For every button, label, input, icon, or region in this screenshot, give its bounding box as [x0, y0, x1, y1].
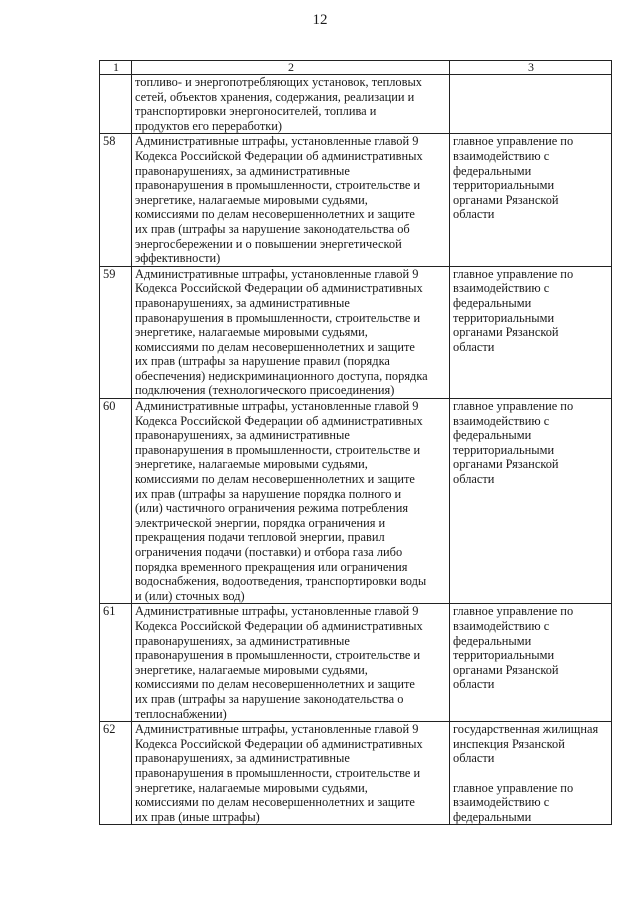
description-line: водоснабжения, водоотведения, транспортировки воды [135, 574, 427, 589]
fines-table [99, 60, 612, 825]
description-line: правонарушениях, за административные [135, 428, 350, 443]
row-agency [450, 722, 612, 825]
agency-line: главное управление по [453, 780, 574, 795]
description-line: правонарушениях, за административные [135, 751, 350, 766]
row-description [132, 604, 450, 722]
table-row [100, 604, 612, 722]
description-line: комиссиями по делам несовершеннолетних и защите [135, 795, 415, 810]
agency-line: взаимодействию с [453, 618, 550, 633]
description-line: Кодекса Российской Федерации об административных [135, 618, 423, 633]
agency-line: федеральными [453, 809, 532, 824]
row-number: 60 [100, 399, 132, 604]
description-line: и (или) сточных вод) [135, 588, 245, 603]
agency-line: области [453, 207, 495, 222]
description-line: их прав (штрафы за нарушение законодательства о [135, 691, 404, 706]
description-line: сетей, объектов хранения, содержания, реализации и [135, 89, 415, 104]
agency-line: главное управление по [453, 266, 574, 281]
agency-line: территориальными [453, 648, 555, 663]
row-description [132, 266, 450, 398]
agency-line: органами Рязанской [453, 457, 559, 472]
description-line: Административные штрафы, установленные главой 9 [135, 722, 419, 737]
description-line: правонарушения в промышленности, строительстве и [135, 442, 421, 457]
description-line: энергетике, налагаемые мировыми судьями, [135, 192, 368, 207]
agency-line: органами Рязанской [453, 325, 559, 340]
agency-line: области [453, 472, 495, 487]
description-line: энергетике, налагаемые мировыми судьями, [135, 662, 368, 677]
description-line: комиссиями по делам несовершеннолетних и защите [135, 339, 415, 354]
description-line: комиссиями по делам несовершеннолетних и защите [135, 207, 415, 222]
table-header-row [100, 61, 612, 75]
agency-line: территориальными [453, 310, 555, 325]
description-line: (или) частичного ограничения режима потребления [135, 501, 409, 516]
row-description [132, 75, 450, 134]
description-line: правонарушения в промышленности, строительстве и [135, 765, 421, 780]
description-line: энергетике, налагаемые мировыми судьями, [135, 325, 368, 340]
row-agency [450, 604, 612, 722]
description-line: топливо- и энергопотребляющих установок, тепловых [135, 75, 422, 89]
description-line: прекращения подачи тепловой энергии, правил [135, 530, 385, 545]
table-row [100, 134, 612, 266]
description-line: Административные штрафы, установленные главой 9 [135, 134, 419, 149]
table-row [100, 266, 612, 398]
agency-line: взаимодействию с [453, 413, 550, 428]
description-line: их прав (штрафы за нарушение правил (порядка [135, 354, 390, 369]
agency-line: органами Рязанской [453, 192, 559, 207]
description-line: Кодекса Российской Федерации об административных [135, 413, 423, 428]
row-number: 62 [100, 722, 132, 825]
description-line: Административные штрафы, установленные главой 9 [135, 604, 419, 619]
description-line: подключения (технологического присоединения) [135, 383, 395, 398]
row-agency [450, 266, 612, 398]
description-line: правонарушения в промышленности, строительстве и [135, 178, 421, 193]
agency-line: инспекция Рязанской [453, 736, 565, 751]
agency-line: области [453, 677, 495, 692]
description-line: правонарушениях, за административные [135, 295, 350, 310]
row-number: 61 [100, 604, 132, 722]
description-line: их прав (иные штрафы) [135, 809, 260, 824]
description-line: Кодекса Российской Федерации об административных [135, 281, 423, 296]
description-line: транспортировки энергоносителей, топлива и [135, 104, 377, 119]
agency-line: области [453, 751, 495, 766]
agency-line: федеральными [453, 295, 532, 310]
description-line: ограничения подачи (поставки) и отбора газа либо [135, 545, 403, 559]
description-line: правонарушениях, за административные [135, 163, 350, 178]
row-agency [450, 134, 612, 266]
row-agency [450, 75, 612, 134]
agency-line: главное управление по [453, 604, 574, 619]
column-header-agency: 3 [450, 61, 612, 75]
agency-line: федеральными [453, 428, 532, 443]
table-row [100, 722, 612, 825]
description-line: энергетике, налагаемые мировыми судьями, [135, 457, 368, 472]
description-line: комиссиями по делам несовершеннолетних и защите [135, 677, 415, 692]
row-description [132, 399, 450, 604]
description-line: Кодекса Российской Федерации об административных [135, 148, 423, 163]
page-number: 12 [312, 12, 328, 28]
agency-line: территориальными [453, 178, 555, 193]
description-line: электрической энергии, порядка ограничения и [135, 515, 386, 530]
agency-line: взаимодействию с [453, 795, 550, 810]
description-line: Административные штрафы, установленные главой 9 [135, 399, 419, 414]
agency-line: главное управление по [453, 134, 574, 149]
agency-line: взаимодействию с [453, 281, 550, 296]
description-line: продуктов его переработки) [135, 118, 283, 133]
description-line: энергосбережении и о повышении энергетической [135, 236, 402, 251]
row-number: 59 [100, 266, 132, 398]
table-row-continuation [100, 75, 612, 134]
row-description [132, 134, 450, 266]
table-body [100, 61, 612, 825]
description-line: энергетике, налагаемые мировыми судьями, [135, 780, 368, 795]
agency-gap [453, 766, 609, 781]
description-line: обеспечения) недискриминационного доступа, порядка [135, 368, 428, 383]
agency-line: федеральными [453, 633, 532, 648]
row-number [100, 75, 132, 134]
description-line: правонарушения в промышленности, строительстве и [135, 648, 421, 663]
table-row [100, 399, 612, 604]
description-line: их прав (штрафы за нарушение законодательства об [135, 221, 410, 236]
row-agency [450, 399, 612, 604]
description-line: Административные штрафы, установленные главой 9 [135, 266, 419, 281]
description-line: эффективности) [135, 251, 221, 266]
column-header-number: 1 [100, 61, 132, 75]
agency-line: главное управление по [453, 399, 574, 414]
description-line: правонарушения в промышленности, строительстве и [135, 310, 421, 325]
agency-line: государственная жилищная [453, 722, 599, 737]
description-line: комиссиями по делам несовершеннолетних и защите [135, 472, 415, 487]
description-line: правонарушениях, за административные [135, 633, 350, 648]
description-line: их прав (штрафы за нарушение порядка полного и [135, 486, 402, 501]
agency-line: органами Рязанской [453, 662, 559, 677]
column-header-description: 2 [132, 61, 450, 75]
row-description [132, 722, 450, 825]
agency-line: федеральными [453, 163, 532, 178]
description-line: теплоснабжении) [135, 706, 227, 721]
agency-line: территориальными [453, 442, 555, 457]
agency-line: взаимодействию с [453, 148, 550, 163]
description-line: порядка временного прекращения или ограничения [135, 559, 408, 574]
description-line: Кодекса Российской Федерации об административных [135, 736, 423, 751]
row-number: 58 [100, 134, 132, 266]
agency-line: области [453, 339, 495, 354]
